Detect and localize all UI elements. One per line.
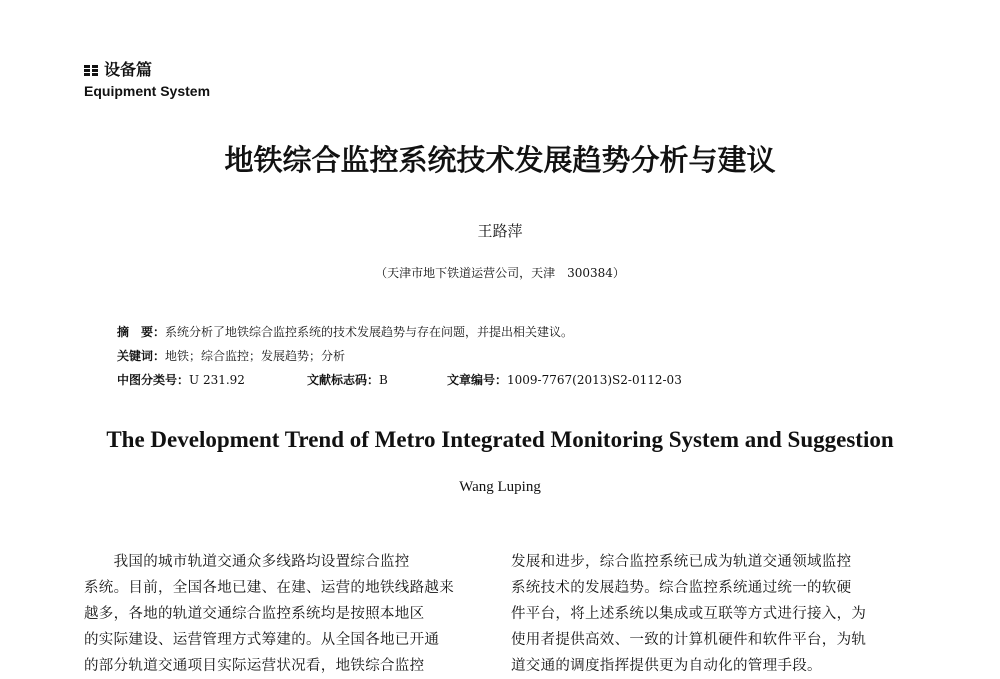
keywords-label: 关键词：	[117, 349, 166, 363]
body-line: 发展和进步，综合监控系统已成为轨道交通领域监控	[511, 554, 852, 570]
article-no-label: 文章编号：	[447, 373, 508, 387]
section-bars-icon	[84, 64, 98, 77]
body-column-right	[511, 549, 915, 679]
body-line: 的部分轨道交通项目实际运营状况看，地铁综合监控	[84, 658, 425, 674]
body-line: 的实际建设、运营管理方式筹建的。从全国各地已开通	[84, 632, 440, 648]
body-line: 件平台，将上述系统以集成或互联等方式进行接入，为	[511, 606, 867, 622]
doc-code-label: 文献标志码：	[307, 373, 380, 387]
body-line: 道交通的调度指挥提供更为自动化的管理手段。	[511, 658, 822, 674]
body-line: 我国的城市轨道交通众多线路均设置综合监控	[84, 554, 410, 570]
keywords-line	[117, 348, 345, 364]
author-name-en: Wang Luping	[459, 479, 541, 495]
section-title-cn: 设备篇	[104, 60, 153, 79]
body-line: 系统技术的发展趋势。综合监控系统通过统一的软硬	[511, 580, 852, 596]
article-no-value: 1009-7767(2013)S2-0112-03	[507, 373, 682, 387]
section-title-en: Equipment System	[84, 83, 211, 99]
body-line: 越多，各地的轨道交通综合监控系统均是按照本地区	[84, 606, 425, 622]
doc-code-value: B	[379, 373, 388, 387]
article-no-field	[447, 372, 682, 388]
keywords-text: 地铁；综合监控；发展趋势；分析	[165, 349, 346, 363]
clc-label: 中图分类号：	[117, 373, 190, 387]
doc-code-field	[307, 372, 388, 388]
author-name-cn: 王路萍	[477, 222, 523, 240]
body-line: 使用者提供高效、一致的计算机硬件和软件平台，为轨	[511, 632, 867, 648]
author-affiliation-cn: （天津市地下铁道运营公司，天津 300384）	[375, 266, 625, 280]
abstract-text: 系统分析了地铁综合监控系统的技术发展趋势与存在问题，并提出相关建议。	[165, 325, 574, 339]
section-header	[84, 60, 210, 100]
clc-field	[117, 372, 245, 388]
abstract-label: 摘 要：	[117, 325, 166, 339]
body-column-left	[84, 549, 488, 679]
clc-value: U 231.92	[189, 373, 245, 387]
section-label-cn	[84, 60, 210, 80]
body-line: 系统。目前，全国各地已建、在建、运营的地铁线路越来	[84, 580, 454, 596]
abstract-line	[117, 324, 573, 340]
article-title-cn: 地铁综合监控系统技术发展趋势分析与建议	[224, 143, 776, 177]
article-title-en: The Development Trend of Metro Integrated Monitoring System and Suggestion	[106, 427, 894, 452]
